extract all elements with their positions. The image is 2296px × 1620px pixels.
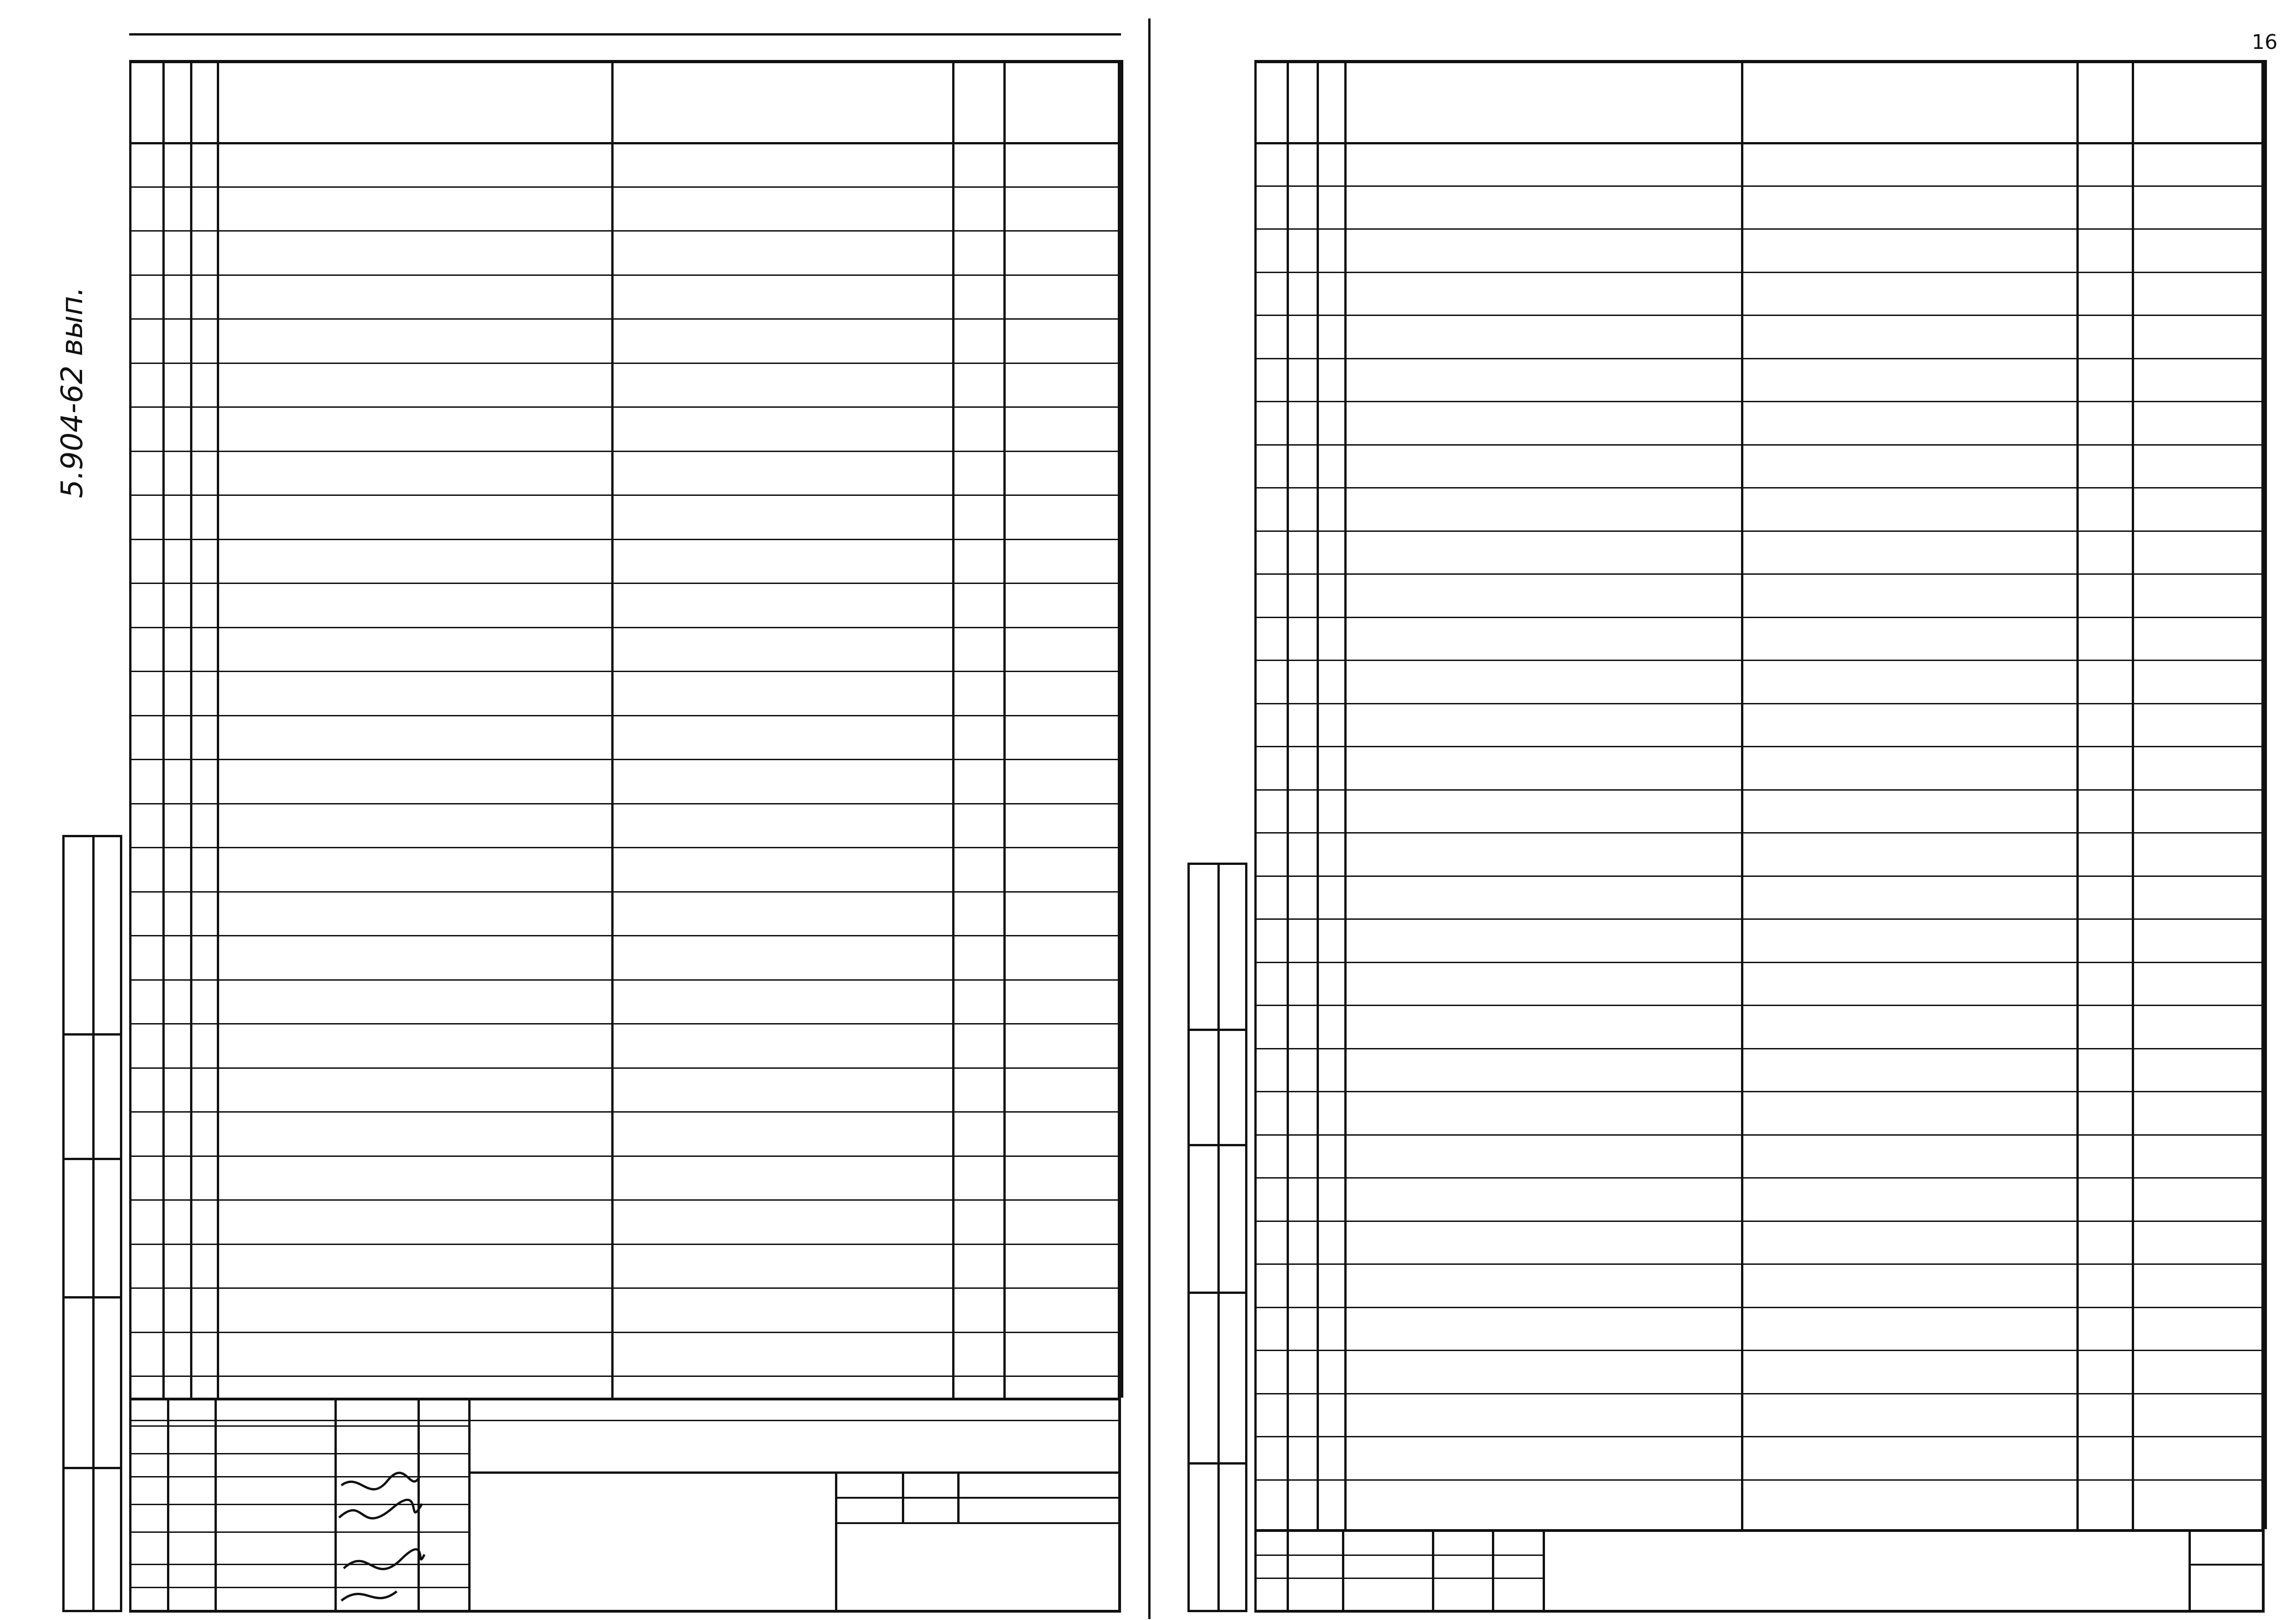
rule-line: [1254, 1529, 1257, 1610]
rule-line: [1118, 60, 1121, 1398]
rule-line: [1254, 1263, 2265, 1265]
rule-line: [1543, 1529, 1545, 1610]
rule-line: [2189, 1529, 2191, 1610]
rule-line: [129, 274, 1121, 276]
rule-line: [62, 1158, 122, 1160]
rule-line: [835, 1471, 837, 1610]
rule-line: [1254, 60, 1257, 1529]
rule-line: [129, 539, 1121, 540]
rule-line: [120, 835, 122, 1610]
rule-line: [1317, 60, 1319, 1529]
rule-line: [129, 60, 1121, 63]
signatures: [332, 1467, 429, 1610]
rule-line: [1254, 401, 2265, 402]
rule-line: [129, 363, 1121, 364]
rule-line: [1254, 1091, 2265, 1092]
rule-line: [1187, 863, 1247, 865]
rule-line: [129, 803, 1121, 804]
rule-line: [129, 627, 1121, 628]
rule-line: [1254, 617, 2265, 618]
rule-line: [468, 1398, 471, 1610]
rule-line: [129, 1376, 1121, 1377]
rule-line: [1254, 315, 2265, 316]
rule-line: [1254, 573, 2265, 575]
rule-line: [1254, 703, 2265, 704]
spec-sheet-right: [1148, 0, 2296, 1620]
rule-line: [1254, 1177, 2265, 1179]
rule-line: [129, 935, 1121, 936]
rule-line: [2261, 60, 2265, 1529]
rule-line: [129, 671, 1121, 672]
rule-line: [129, 1425, 468, 1427]
rule-line: [129, 230, 1121, 232]
rule-line: [190, 60, 192, 1398]
rule-line: [1217, 863, 1220, 1610]
rule-line: [217, 60, 219, 1398]
rule-line: [1254, 1048, 2265, 1049]
rule-line: [129, 406, 1121, 408]
rule-line: [2189, 1564, 2265, 1566]
rule-line: [1003, 60, 1006, 1398]
rule-line: [1254, 228, 2265, 230]
rule-line: [129, 1287, 1121, 1289]
rule-line: [129, 1332, 1121, 1333]
rule-line: [1254, 789, 2265, 791]
rule-line: [1254, 1578, 1543, 1579]
rule-line: [1254, 1005, 2265, 1006]
rule-line: [835, 1522, 1121, 1524]
rule-line: [1187, 1462, 1247, 1465]
rule-line: [129, 1244, 1121, 1245]
rule-line: [957, 1471, 960, 1522]
rule-line: [1287, 60, 1289, 1529]
rule-line: [62, 1296, 122, 1298]
rule-line: [129, 1610, 1121, 1613]
rule-line: [2265, 60, 2267, 1529]
margin-note: 5.904-62 вып.: [55, 286, 89, 498]
rule-line: [1254, 1554, 1543, 1556]
rule-line: [1254, 746, 2265, 747]
sheet-separator: [1148, 18, 1151, 1619]
rule-line: [1254, 832, 2265, 834]
rule-line: [129, 1111, 1121, 1113]
rule-line: [62, 1033, 122, 1036]
rule-line: [1254, 876, 2265, 877]
rule-line: [1254, 1610, 2265, 1613]
rule-line: [129, 1067, 1121, 1069]
rule-line: [1254, 185, 2265, 187]
rule-line: [1741, 60, 1743, 1529]
rule-line: [62, 835, 122, 837]
rule-line: [1254, 1307, 2265, 1308]
rule-line: [1254, 530, 2265, 532]
rule-line: [1254, 1529, 2265, 1532]
rule-line: [1254, 1350, 2265, 1351]
rule-line: [129, 318, 1121, 320]
rule-line: [1254, 1393, 2265, 1394]
rule-line: [1187, 1292, 1247, 1294]
rule-line: [1118, 1398, 1121, 1610]
rule-line: [2076, 60, 2079, 1529]
rule-line: [1254, 444, 2265, 446]
rule-line: [129, 1398, 1121, 1400]
page-number: 16: [2252, 30, 2278, 54]
rule-line: [129, 847, 1121, 848]
rule-line: [1254, 1221, 2265, 1222]
rule-line: [1254, 272, 2265, 273]
top-border: [129, 33, 1121, 36]
rule-line: [611, 60, 614, 1398]
rule-line: [129, 1453, 468, 1454]
rule-line: [1245, 863, 1247, 1610]
rule-line: [2262, 1529, 2265, 1610]
rule-line: [468, 1471, 1121, 1474]
rule-line: [1344, 60, 1347, 1529]
rule-line: [62, 835, 65, 1610]
rule-line: [1254, 60, 2265, 63]
rule-line: [62, 1610, 122, 1612]
rule-line: [129, 583, 1121, 584]
rule-line: [129, 1023, 1121, 1024]
rule-line: [1187, 1610, 1247, 1612]
rule-line: [902, 1471, 904, 1522]
rule-line: [62, 1467, 122, 1469]
rule-line: [1254, 142, 2265, 144]
rule-line: [1254, 358, 2265, 359]
rule-line: [835, 1497, 1121, 1499]
rule-line: [952, 60, 954, 1398]
rule-line: [2132, 60, 2134, 1529]
rule-line: [162, 60, 165, 1398]
rule-line: [1342, 1529, 1344, 1610]
rule-line: [1254, 487, 2265, 488]
rule-line: [129, 494, 1121, 496]
rule-line: [129, 1420, 1121, 1421]
rule-line: [129, 891, 1121, 893]
rule-line: [1187, 863, 1190, 1610]
rule-line: [1121, 60, 1123, 1398]
rule-line: [1432, 1529, 1434, 1610]
rule-line: [1187, 1144, 1247, 1146]
rule-line: [1254, 1479, 2265, 1481]
rule-line: [129, 1199, 1121, 1201]
rule-line: [129, 451, 1121, 452]
rule-line: [92, 835, 95, 1610]
rule-line: [1254, 660, 2265, 661]
rule-line: [129, 142, 1121, 144]
rule-line: [129, 715, 1121, 716]
rule-line: [129, 759, 1121, 760]
rule-line: [1254, 1134, 2265, 1136]
rule-line: [129, 979, 1121, 981]
rule-line: [1492, 1529, 1494, 1610]
rule-line: [1254, 918, 2265, 920]
rule-line: [129, 1155, 1121, 1157]
rule-line: [129, 186, 1121, 188]
rule-line: [1254, 962, 2265, 963]
rule-line: [129, 60, 131, 1398]
rule-line: [1254, 1436, 2265, 1437]
rule-line: [1287, 1529, 1289, 1610]
rule-line: [1187, 1029, 1247, 1031]
